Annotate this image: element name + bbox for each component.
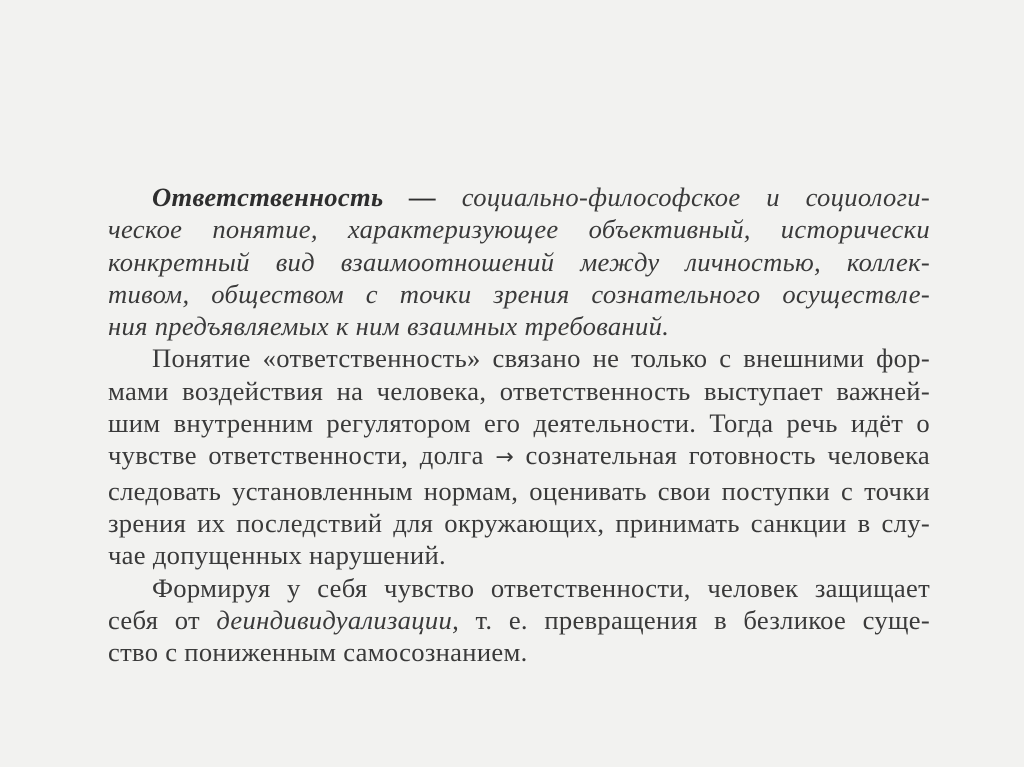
- paragraph-2-line-5: следовать установленным нормам, оценивать свои поступки с точки: [108, 475, 930, 506]
- paragraph-2-line-6: зрения их последствий для окружающих, принимать санкции в слу-: [108, 507, 930, 538]
- paragraph-1-line-5: ния предъявляемых к ним взаимных требований.: [108, 311, 670, 342]
- paragraph-3-line-2: [108, 604, 930, 636]
- paragraph-2-line-4: [108, 439, 930, 474]
- paragraph-3-text: Формируя у себя чувство ответственности, человек защищает: [152, 572, 930, 603]
- defined-term: Ответственность: [152, 182, 384, 212]
- em-dash: —: [383, 182, 437, 212]
- right-arrow-icon: →: [495, 445, 514, 471]
- paragraph-2-text: чувстве ответственности, долга: [108, 440, 484, 471]
- italic-term: деиндивидуализации,: [216, 604, 460, 635]
- paragraph-2-text: Понятие «ответственность» связано не только с внешними фор-: [152, 343, 930, 374]
- paragraph-3-text: т. е. превращения в безликое суще-: [459, 604, 930, 635]
- paragraph-1-text: социально-философское и социологи-: [436, 182, 930, 212]
- paragraph-1-line-3: конкретный вид взаимоотношений между личностью, коллек-: [108, 246, 930, 277]
- paragraph-2-line-2: мами воздействия на человека, ответственность выступает важней-: [108, 375, 930, 406]
- paragraph-3-line-1: [108, 572, 930, 604]
- paragraph-2-line-1: [108, 342, 930, 374]
- text-block: [108, 181, 930, 668]
- paragraph-1-line-4: тивом, обществом с точки зрения сознательного осуществле-: [108, 278, 930, 309]
- paragraph-1-line-1: [108, 181, 930, 213]
- paragraph-3-line-3: ство с пониженным самосознанием.: [108, 637, 528, 668]
- paragraph-2-line-7: чае допущенных нарушений.: [108, 540, 446, 571]
- paragraph-2-text: сознательная готовность человека: [525, 440, 930, 471]
- paragraph-3-text: себя от: [108, 604, 217, 635]
- paragraph-2-line-3: шим внутренним регулятором его деятельности. Тогда речь идёт о: [108, 408, 930, 439]
- paragraph-1-line-2: ческое понятие, характеризующее объективный, исторически: [108, 214, 930, 245]
